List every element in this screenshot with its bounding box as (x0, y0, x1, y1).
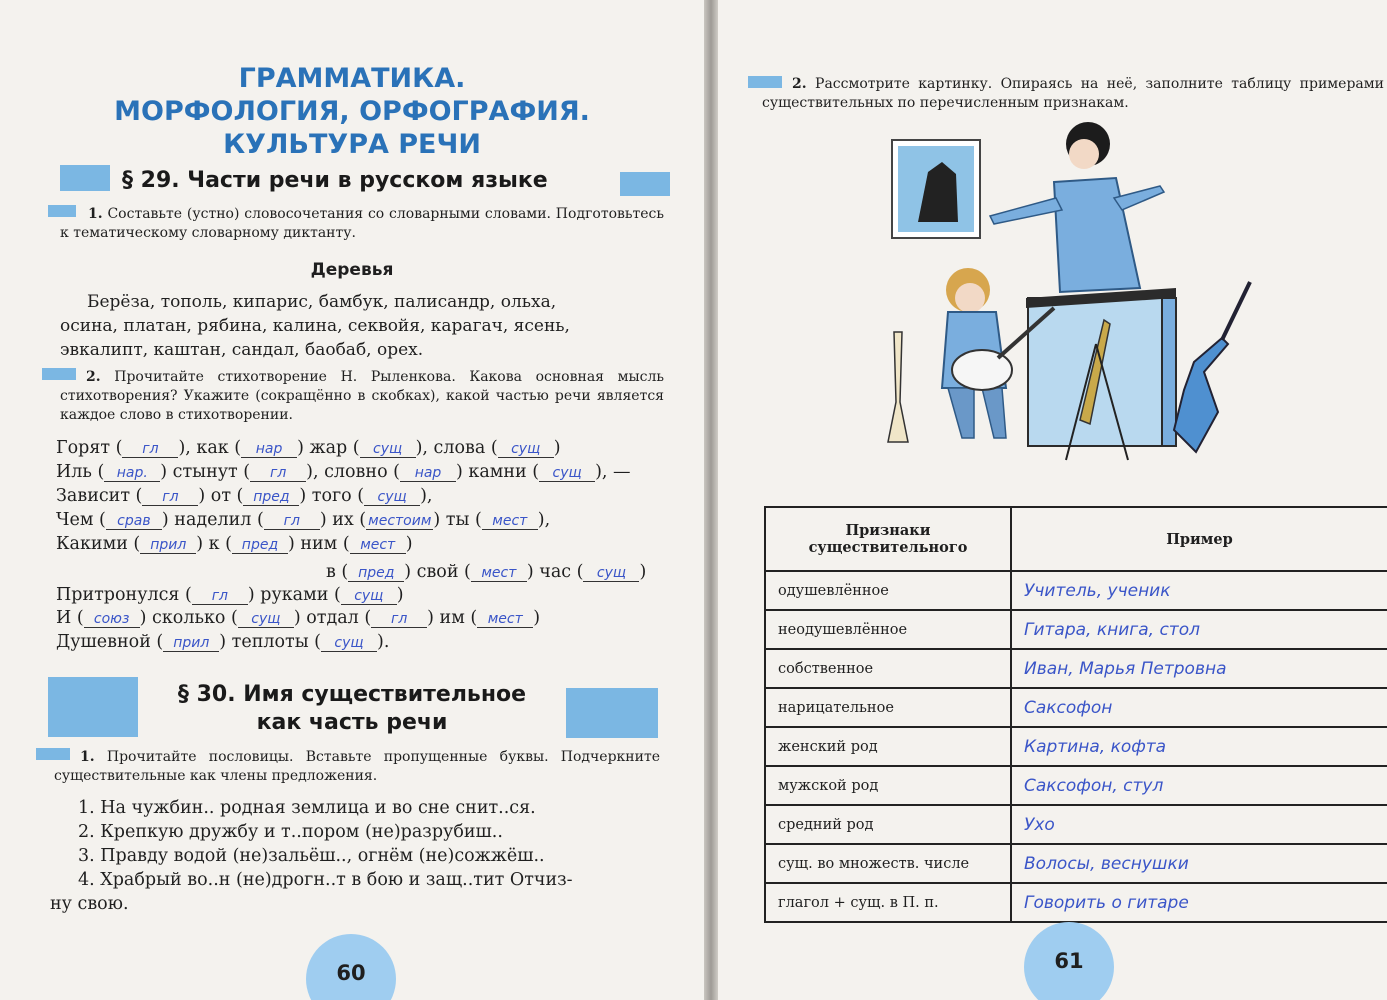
row-label: глагол + сущ. в П. п. (765, 883, 1011, 922)
answer-field[interactable]: пред (348, 565, 404, 582)
row-label: средний род (765, 805, 1011, 844)
table-row (765, 571, 1387, 610)
answer-field[interactable]: сущ (498, 441, 554, 458)
answer-field[interactable]: мест (482, 513, 538, 530)
table-header-example: Пример (1011, 507, 1387, 571)
section-marker-right (620, 172, 670, 196)
answer-field[interactable]: гл (142, 489, 198, 506)
answer-field[interactable]: сущ (321, 635, 377, 652)
trumpet-icon (888, 332, 908, 442)
answer-field[interactable]: прил (163, 635, 219, 652)
proverb-2: 2. Крепкую дружбу и т..пором (не)разрубиш.. (78, 822, 503, 842)
table-row (765, 727, 1387, 766)
row-label: женский род (765, 727, 1011, 766)
row-example[interactable]: Гитара, книга, стол (1011, 610, 1387, 649)
exercise-right-2-number: 2. (792, 76, 807, 92)
answer-field[interactable]: союз (84, 611, 140, 628)
header-line-2: МОРФОЛОГИЯ, ОРФОГРАФИЯ. (114, 96, 590, 127)
row-label: мужской род (765, 766, 1011, 805)
row-example[interactable]: Картина, кофта (1011, 727, 1387, 766)
header-line-1: ГРАММАТИКА. (238, 63, 466, 94)
exercise-1-text (60, 205, 664, 243)
boy-face-icon (955, 283, 985, 313)
answer-field[interactable]: сущ (364, 489, 420, 506)
table-row (765, 649, 1387, 688)
trees-heading: Деревья (310, 260, 394, 280)
answer-field[interactable]: местоим (368, 513, 432, 529)
exercise-1-number: 1. (88, 206, 103, 222)
poem-line-5: Какими ( прил ) к ( пред ) ним ( мест ) (56, 534, 413, 554)
section-30-title-line-1: § 30. Имя существительное (177, 682, 527, 707)
exercise-right-2-instruction: Рассмотрите картинку. Опираясь на неё, заполните таблицу примерами существительных по перечисленным признакам. (762, 76, 1384, 111)
row-label: одушевлённое (765, 571, 1011, 610)
row-example[interactable]: Саксофон (1011, 688, 1387, 727)
row-label: сущ. во множеств. числе (765, 844, 1011, 883)
poem-line-4: Чем ( срав ) наделил ( гл ) их ( местоим ) ты ( мест ), (56, 510, 551, 530)
word-list-line-2: осина, платан, рябина, калина, секвойя, карагач, ясень, (60, 316, 570, 336)
answer-field[interactable]: сущ (341, 588, 397, 605)
answer-field[interactable]: нар (400, 465, 456, 482)
right-page (718, 0, 1387, 1000)
classroom-illustration (878, 112, 1278, 474)
exercise-2-text (60, 368, 664, 425)
answer-field[interactable]: гл (192, 588, 248, 605)
row-example[interactable]: Говорить о гитаре (1011, 883, 1387, 922)
poem-line-8: И ( союз ) сколько ( сущ ) отдал ( гл ) им ( мест ) (56, 608, 541, 628)
electric-guitar-neck-icon (1222, 282, 1250, 340)
row-label: неодушевлённое (765, 610, 1011, 649)
row-example[interactable]: Учитель, ученик (1011, 571, 1387, 610)
row-label: нарицательное (765, 688, 1011, 727)
word-list-line-3: эвкалипт, каштан, сандал, баобаб, орех. (60, 340, 424, 360)
boy-legs-icon (948, 388, 1006, 438)
teacher-arm-icon (1114, 186, 1164, 210)
poem-line-7: Притронулся ( гл ) руками ( сущ ) (56, 585, 404, 605)
table-row (765, 805, 1387, 844)
poem-line-3: Зависит ( гл ) от ( пред ) того ( сущ ), (56, 486, 433, 506)
poem-line-9: Душевной ( прил ) теплоты ( сущ ). (56, 632, 390, 652)
table-row (765, 610, 1387, 649)
answer-field[interactable]: гл (250, 465, 306, 482)
exercise-2-instruction: Прочитайте стихотворение Н. Рыленкова. Какова основная мысль стихотворения? Укажите (сокращённо в скобках), какой частью речи является каждое слово в стихотворении. (60, 369, 664, 423)
row-label: собственное (765, 649, 1011, 688)
proverb-4-continued: ну свою. (50, 894, 129, 914)
section-29-title: § 29. Части речи в русском языке (122, 168, 548, 193)
row-example[interactable]: Ухо (1011, 805, 1387, 844)
table-row (765, 766, 1387, 805)
book-spine (704, 0, 718, 1000)
table-row (765, 844, 1387, 883)
answer-field[interactable]: мест (477, 611, 533, 628)
proverb-4: 4. Храбрый во..н (не)дрогн..т в бою и защ..тит Отчиз- (78, 870, 573, 890)
proverb-3: 3. Правду водой (не)зальёш.., огнём (не)сожжёш.. (78, 846, 545, 866)
section-marker-right (566, 688, 658, 738)
answer-field[interactable]: мест (350, 537, 406, 554)
exercise-30-1-instruction: Прочитайте пословицы. Вставьте пропущенные буквы. Подчеркните существительные как члены предложения. (54, 749, 660, 784)
section-marker-left (60, 165, 110, 191)
exercise-1-instruction: Составьте (устно) словосочетания со словарными словами. Подготовьтесь к тематическому словарному диктанту. (60, 206, 665, 241)
table-header-features: Признаки существительного (765, 507, 1011, 571)
teacher-arm-icon (990, 198, 1062, 224)
answer-field[interactable]: сущ (539, 465, 595, 482)
answer-field[interactable]: мест (471, 565, 527, 582)
answer-field[interactable]: гл (264, 513, 320, 530)
exercise-30-1-number: 1. (80, 749, 95, 765)
poem-line-1: Горят ( гл ), как ( нар ) жар ( сущ ), слова ( сущ ) (56, 438, 561, 458)
answer-field[interactable]: прил (140, 537, 196, 554)
exercise-right-2-text (762, 75, 1384, 113)
poem-line-2: Иль ( нар. ) стынут ( гл ), словно ( нар ) камни ( сущ ), — (56, 462, 631, 482)
noun-features-table (764, 506, 1387, 923)
proverb-1: 1. На чужбин.. родная землица и во сне снит..ся. (78, 798, 536, 818)
answer-field[interactable]: пред (232, 537, 288, 554)
answer-field[interactable]: гл (371, 611, 427, 628)
page-number-right: 61 (1024, 922, 1114, 1000)
desk-side-icon (1162, 298, 1176, 446)
word-list-line-1: Берёза, тополь, кипарис, бамбук, палисандр, ольха, (87, 292, 557, 312)
row-example[interactable]: Волосы, веснушки (1011, 844, 1387, 883)
answer-field[interactable]: сущ (238, 611, 294, 628)
row-example[interactable]: Саксофон, стул (1011, 766, 1387, 805)
table-row (765, 883, 1387, 922)
header-line-3: КУЛЬТУРА РЕЧИ (223, 129, 481, 160)
page-number-left: 60 (306, 934, 396, 1000)
table-header-row (765, 507, 1387, 571)
answer-field[interactable]: пред (243, 489, 299, 506)
row-example[interactable]: Иван, Марья Петровна (1011, 649, 1387, 688)
answer-field[interactable]: сущ (583, 565, 639, 582)
electric-guitar-icon (1174, 338, 1228, 452)
answer-field[interactable]: нар (241, 441, 297, 458)
exercise-30-1-text (54, 748, 660, 786)
teacher-face-icon (1069, 139, 1099, 169)
answer-field[interactable]: сущ (360, 441, 416, 458)
answer-field[interactable]: гл (122, 441, 178, 458)
answer-field[interactable]: срав (106, 513, 162, 530)
poem-line-6: в ( пред ) свой ( мест ) час ( сущ ) (326, 562, 647, 582)
answer-field[interactable]: нар. (104, 465, 160, 482)
exercise-2-number: 2. (86, 369, 101, 385)
section-30-title-line-2: как часть речи (256, 710, 448, 735)
table-row (765, 688, 1387, 727)
